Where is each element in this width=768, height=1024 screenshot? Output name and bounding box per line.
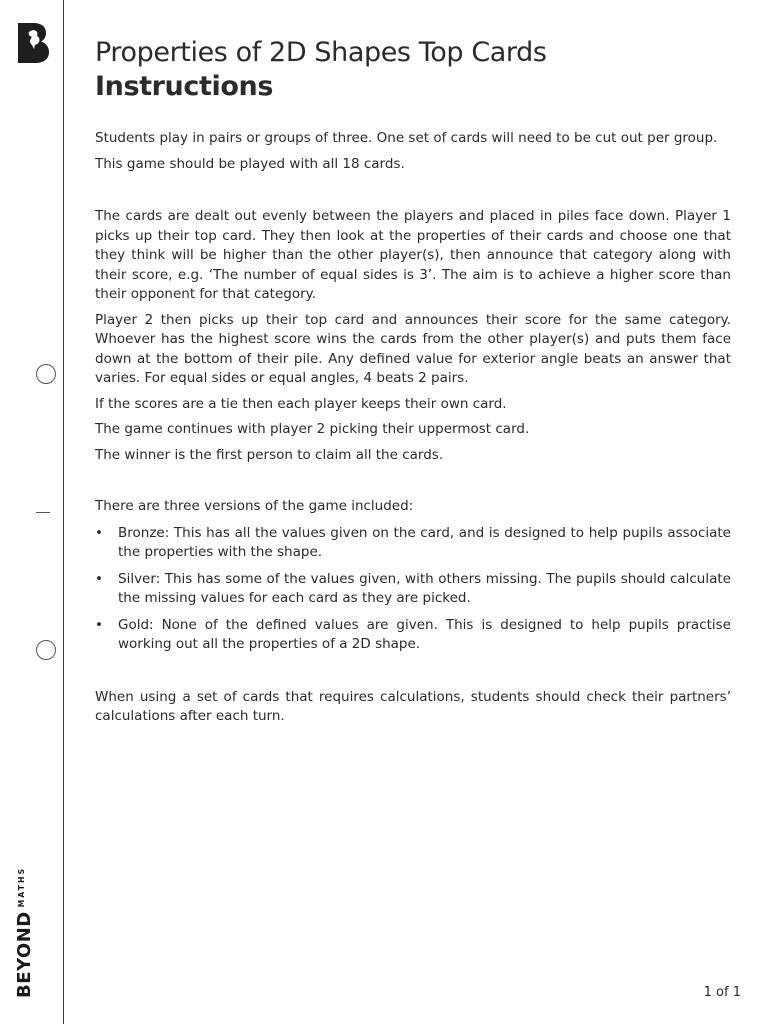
fold-mark (36, 512, 50, 513)
list-item (95, 616, 731, 655)
brand-sub: MATHS (17, 866, 26, 908)
version-text: Silver: This has some of the values given, with others missing. The pupils should calculate the missing values for each card as they are picked. (118, 570, 731, 606)
rules-paragraph: The cards are dealt out evenly between the players and placed in piles face down. Player 1 picks up their top card. They then look at the properties of their cards and choose one that they think will be higher than the other player(s), then announce that category along with their score, e.g. ‘The number of equal sides is 3’. The aim is to achieve a higher score than their opponent for that category. (95, 208, 731, 302)
page-subtitle: Instructions (95, 71, 273, 102)
bullet-icon: • (95, 570, 103, 587)
intro-paragraph: Students play in pairs or groups of three. One set of cards will need to be cut out per group. (95, 130, 718, 146)
beyond-logo-icon (15, 22, 51, 64)
version-text: Bronze: This has all the values given on the card, and is designed to help pupils associate the properties with the shape. (118, 524, 731, 560)
rules-paragraph: Player 2 then picks up their top card and announces their score for the same category. Whoever has the highest score wins the cards from the other player(s) and puts them face down at the bottom of their pile. Any defined value for exterior angle beats an answer that varies. For equal sides or equal angles, 4 beats 2 pairs. (95, 311, 731, 386)
list-item (95, 570, 731, 609)
intro-paragraph: This game should be played with all 18 cards. (95, 155, 405, 172)
versions-intro: There are three versions of the game included: (95, 498, 414, 514)
page-title: Properties of 2D Shapes Top Cards (95, 37, 547, 68)
brand-wordmark (14, 867, 35, 998)
rules-paragraph: If the scores are a tie then each player keeps their own card. (95, 395, 507, 412)
versions-list (95, 524, 731, 655)
brand-name: BEYOND (14, 911, 35, 998)
version-text: Gold: None of the defined values are given. This is designed to help pupils practise working out all the properties of a 2D shape. (118, 616, 731, 652)
bullet-icon: • (95, 616, 103, 633)
document-body (95, 36, 731, 727)
rules-paragraph: The winner is the first person to claim all the cards. (95, 446, 444, 463)
rules-paragraph: The game continues with player 2 picking their uppermost card. (95, 421, 530, 437)
punch-hole-top (36, 364, 56, 384)
list-item (95, 524, 731, 563)
page-number: 1 of 1 (703, 985, 741, 1000)
punch-hole-bottom (36, 640, 56, 660)
margin-rule (63, 0, 64, 1024)
closing-paragraph: When using a set of cards that requires calculations, students should check their partners’ calculations after each turn. (95, 688, 731, 724)
bullet-icon: • (95, 524, 103, 541)
